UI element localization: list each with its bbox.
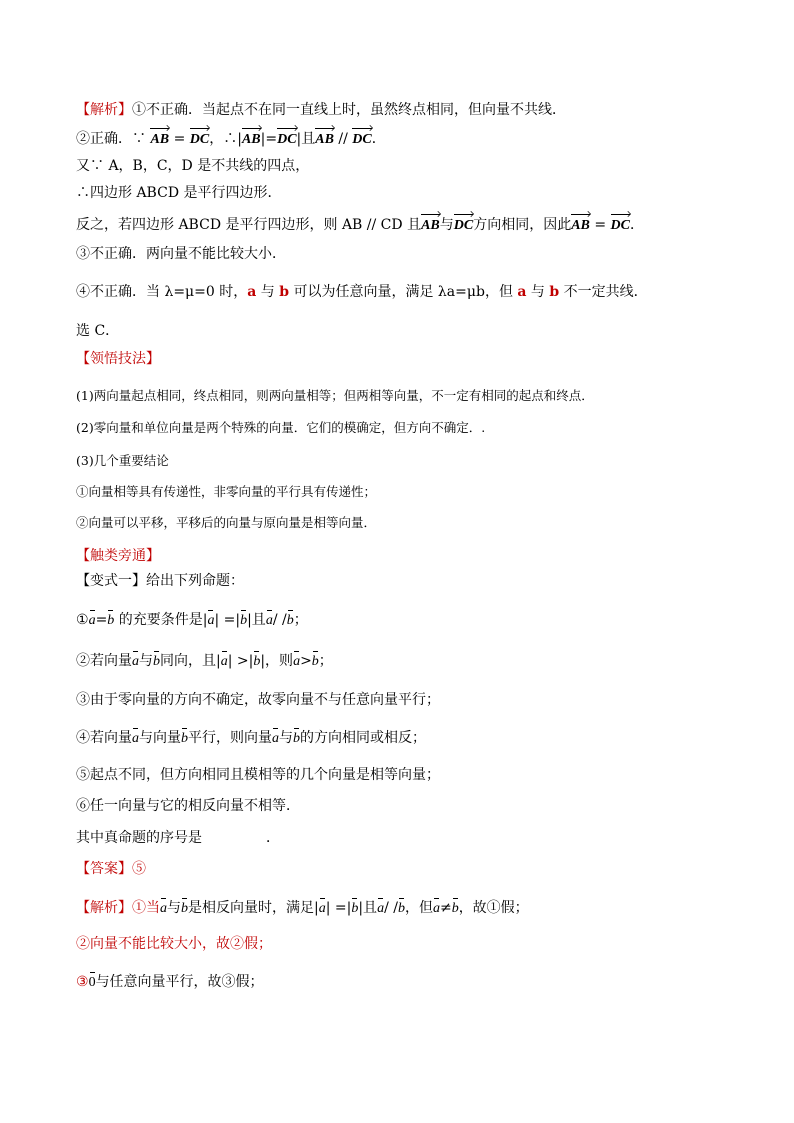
parallel-symbol: //	[333, 131, 353, 147]
text: 其中真命题的序号是	[76, 830, 202, 846]
analysis-line-4	[76, 183, 282, 203]
analysis-tag: 【解析】	[76, 900, 132, 916]
text: >	[300, 653, 312, 669]
vector-b: b	[293, 729, 300, 749]
vector-a: a	[132, 729, 139, 749]
answer-line	[76, 859, 146, 879]
vector-dc: DC	[611, 216, 630, 236]
equals: =	[589, 217, 611, 233]
vector-b: b	[279, 284, 290, 300]
vector-a: a	[207, 611, 214, 631]
vector-a: a	[160, 899, 167, 919]
vector-a: a	[517, 284, 527, 300]
text: |，则	[260, 653, 294, 669]
analysis-line-2	[76, 129, 386, 150]
tip-4: ①向量相等具有传递性，非零向量的平行具有传递性；	[76, 484, 377, 499]
vector-b: b	[253, 652, 260, 672]
text: 又∵ A，B，C，D 是不共线的四点，	[76, 158, 310, 174]
variant-intro: 【变式一】给出下列命题：	[76, 573, 244, 589]
text: | >|	[227, 653, 254, 669]
section-title-chulei: 【触类旁通】	[76, 548, 160, 564]
proposition-1	[76, 610, 308, 631]
text: 可以为任意向量，满足 λa=μb，但	[289, 284, 518, 300]
text: ②若向量	[76, 653, 132, 669]
tip-3: (3)几个重要结论	[76, 453, 169, 468]
question-line	[76, 828, 280, 848]
answer-tag: 【答案】	[76, 861, 132, 877]
analysis-line-1	[76, 100, 566, 120]
analysis2-line-2: ②向量不能比较大小，故②假；	[76, 936, 272, 952]
vector-b: b	[287, 611, 294, 631]
text: 与	[439, 217, 454, 233]
text: ②正确．∵	[76, 131, 146, 147]
vector-a: a	[319, 899, 326, 919]
text: 的充要条件是|	[114, 612, 208, 628]
vector-a: a	[247, 284, 257, 300]
text: ∴四边形 ABCD 是平行四边形．	[76, 185, 282, 201]
vector-a: a	[433, 899, 440, 919]
vector-b: b	[398, 899, 405, 919]
analysis2-line-3	[76, 972, 264, 993]
tip-5: ②向量可以平移，平移后的向量与原向量是相等向量．	[76, 515, 377, 530]
text: 反之，若四边形 ABCD 是平行四边形，则 AB // CD 且	[76, 217, 422, 233]
analysis-line-5	[76, 215, 644, 236]
vector-b: b	[452, 899, 459, 919]
text: ①	[76, 612, 89, 628]
text: ；	[293, 612, 308, 628]
text: 不一定共线．	[559, 284, 648, 300]
text: ．	[371, 131, 386, 147]
proposition-5: ⑤起点不同，但方向相同且模相等的几个向量是相等向量；	[76, 767, 440, 783]
tip-1: (1)两向量起点相同，终点相同，则两向量相等；但两相等向量，不一定有相同的起点和终点．	[76, 388, 594, 403]
proposition-3: ③由于零向量的方向不确定，故零向量不与任意向量平行；	[76, 692, 440, 708]
text: ④不正确．当 λ=μ=0 时，	[76, 284, 248, 300]
text: |且	[296, 131, 316, 147]
vector-dc: DC	[190, 130, 209, 150]
analysis-tag: 【解析】	[76, 102, 132, 118]
analysis-line-3	[76, 156, 309, 176]
section-title-lingwu: 【领悟技法】	[76, 351, 160, 367]
text: ①当	[132, 900, 160, 916]
answer-value: ⑤	[132, 861, 146, 877]
vector-a: a	[293, 652, 300, 672]
text: |且	[247, 612, 266, 628]
text: 与向量	[139, 730, 181, 746]
text: ③不正确．两向量不能比较大小．	[76, 246, 286, 262]
text: 的方向相同或相反；	[300, 730, 426, 746]
tip-2: (2)零向量和单位向量是两个特殊的向量．它们的模确定，但方向不确定．.	[76, 420, 486, 435]
text: ；	[318, 653, 333, 669]
equals: =	[169, 131, 190, 147]
text: ．	[630, 217, 644, 233]
text: ，∴|	[209, 131, 242, 147]
analysis-line-8	[76, 321, 119, 341]
text: 是相反向量时，满足|	[188, 900, 319, 916]
text: |且	[358, 900, 378, 916]
vector-a: a	[89, 611, 96, 631]
vector-ab: AB	[315, 130, 334, 150]
vector-a: a	[272, 729, 279, 749]
text: 与	[139, 653, 153, 669]
analysis-line-6	[76, 244, 286, 264]
proposition-4	[76, 728, 426, 749]
vector-b: b	[351, 899, 358, 919]
text: ，故①假；	[458, 900, 529, 916]
text: ④若向量	[76, 730, 132, 746]
text: ③	[76, 974, 89, 990]
analysis-text: ①不正确．当起点不在同一直线上时，虽然终点相同，但向量不共线．	[132, 102, 566, 118]
analysis-line-7	[76, 282, 648, 302]
text: 与	[256, 284, 280, 300]
text: 与	[279, 730, 293, 746]
vector-a: a	[377, 899, 384, 919]
vector-b: b	[312, 652, 319, 672]
proposition-2	[76, 651, 333, 672]
vector-a: a	[266, 611, 273, 631]
text: ≠	[439, 900, 452, 916]
text: 与	[526, 284, 550, 300]
vector-b: b	[181, 899, 188, 919]
text: ，但	[404, 900, 433, 916]
vector-a: a	[221, 652, 228, 672]
vector-b: b	[240, 611, 247, 631]
vector-b: b	[549, 284, 560, 300]
vector-b: b	[153, 652, 160, 672]
analysis2-line-1	[76, 898, 529, 919]
text: | =|	[325, 900, 352, 916]
vector-dc: DC	[277, 130, 296, 150]
text: | =|	[214, 612, 241, 628]
text: ．	[266, 830, 280, 846]
vector-b: b	[107, 611, 114, 631]
vector-dc: DC	[352, 130, 371, 150]
proposition-6: ⑥任一向量与它的相反向量不相等．	[76, 798, 300, 814]
vector-b: b	[181, 729, 188, 749]
vector-ab: AB	[421, 216, 440, 236]
text: 平行，则向量	[188, 730, 272, 746]
zero-vector: 0	[89, 973, 96, 993]
text: 同向，且|	[160, 653, 221, 669]
vector-a: a	[132, 652, 139, 672]
text: =	[95, 612, 108, 628]
text: / /	[384, 900, 398, 916]
vector-ab: AB	[150, 130, 169, 150]
text: 选 C．	[76, 323, 120, 339]
vector-ab: AB	[242, 130, 261, 150]
vector-dc: DC	[454, 216, 473, 236]
text: / /	[272, 612, 287, 628]
text: 与	[167, 900, 181, 916]
text: 与任意向量平行，故③假；	[95, 974, 264, 990]
text: 方向相同，因此	[473, 217, 572, 233]
text: |=	[260, 131, 278, 147]
vector-ab: AB	[571, 216, 590, 236]
